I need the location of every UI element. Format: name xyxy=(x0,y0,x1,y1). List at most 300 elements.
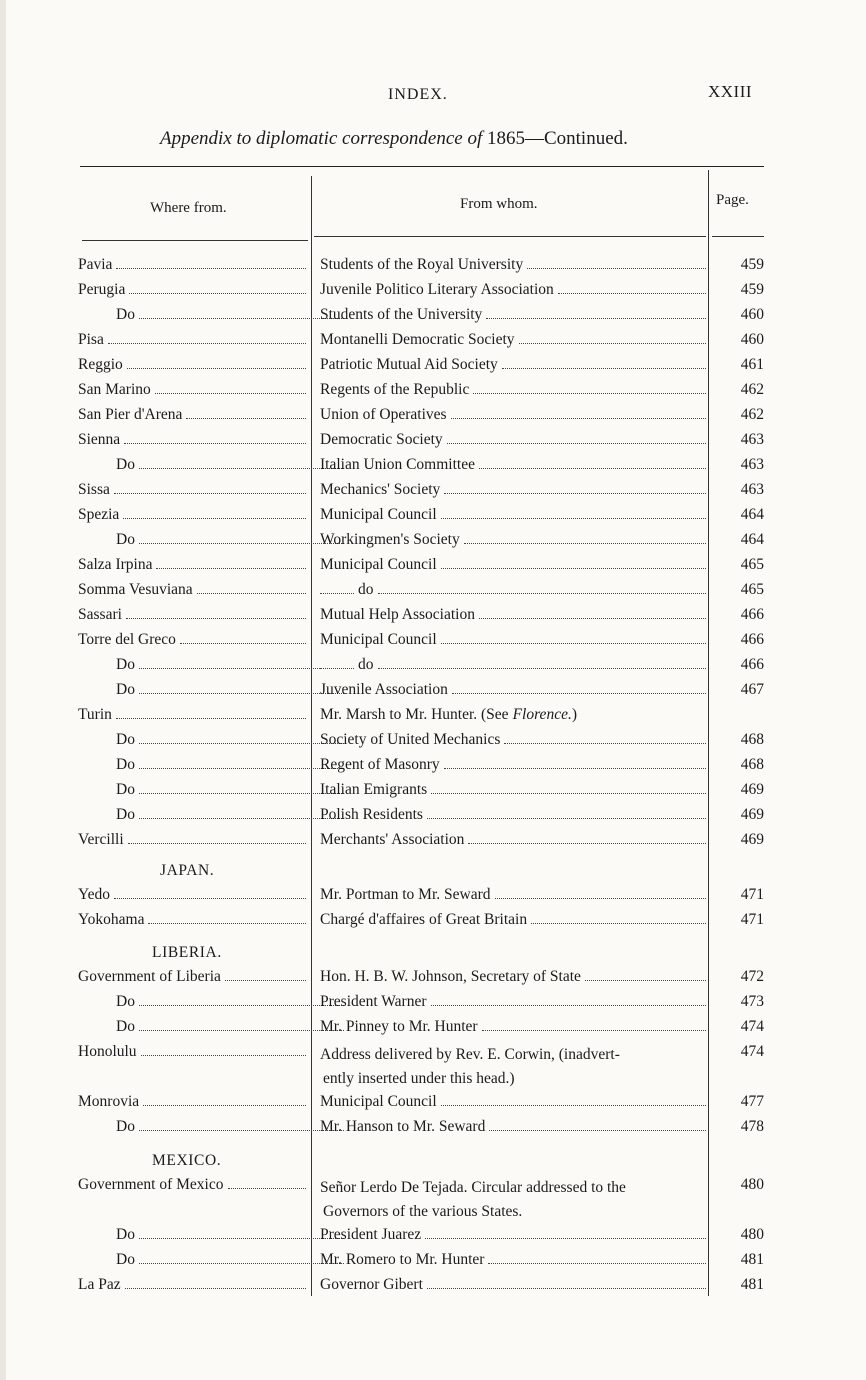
who-text: Montanelli Democratic Society xyxy=(320,331,515,348)
dot-leader xyxy=(504,743,706,744)
who-text: President Warner xyxy=(320,993,427,1010)
where-text: Government of Mexico xyxy=(78,1176,224,1193)
page-number: 463 xyxy=(740,431,764,448)
where-text: Do xyxy=(116,531,135,548)
who-text: Italian Union Committee xyxy=(320,456,475,473)
dot-leader xyxy=(139,668,344,669)
where-cell xyxy=(78,1251,344,1269)
who-cell xyxy=(320,831,706,849)
who-text: Mutual Help Association xyxy=(320,606,475,623)
where-text: Do xyxy=(116,756,135,773)
dot-leader xyxy=(126,618,306,619)
dot-leader xyxy=(180,643,306,644)
table-row xyxy=(0,606,866,631)
who-cell xyxy=(320,331,706,349)
where-cell xyxy=(78,1043,306,1061)
page-number: 467 xyxy=(740,681,764,698)
subtitle-italic: Appendix to diplomatic correspondence of xyxy=(160,128,483,149)
where-cell xyxy=(78,356,306,374)
who-text: Merchants' Association xyxy=(320,831,465,848)
where-cell xyxy=(78,481,306,499)
dot-leader xyxy=(124,443,306,444)
dot-leader xyxy=(441,518,706,519)
table-row xyxy=(0,406,866,431)
dot-leader xyxy=(139,743,344,744)
where-cell xyxy=(78,656,344,674)
table-row xyxy=(0,1251,866,1276)
who-cell xyxy=(320,806,706,824)
where-cell xyxy=(78,1176,306,1194)
table-row xyxy=(0,631,866,656)
dot-leader xyxy=(378,593,707,594)
dot-leader xyxy=(427,1288,706,1289)
dot-leader xyxy=(320,593,354,594)
who-cell xyxy=(320,1176,706,1224)
page-number: 481 xyxy=(740,1251,764,1268)
who-cell xyxy=(320,886,706,904)
dot-leader xyxy=(527,268,706,269)
where-cell xyxy=(78,993,344,1011)
where-cell xyxy=(78,731,344,749)
who-text: Señor Lerdo De Tejada. Circular addressed to the xyxy=(320,1179,626,1196)
page-number: 459 xyxy=(740,256,764,273)
dot-leader xyxy=(464,543,706,544)
who-text: Mr. Pinney to Mr. Hunter xyxy=(320,1018,478,1035)
table-top-rule xyxy=(80,166,764,167)
who-cell xyxy=(320,481,706,499)
who-cell xyxy=(320,456,706,474)
who-text: Union of Operatives xyxy=(320,406,447,423)
where-text: Yokohama xyxy=(78,911,145,928)
dot-leader xyxy=(495,898,707,899)
where-text: Somma Vesuviana xyxy=(78,581,193,598)
dot-leader xyxy=(108,343,306,344)
dot-leader xyxy=(320,668,354,669)
column-header-who: From whom. xyxy=(460,196,538,212)
where-cell xyxy=(78,886,306,904)
dot-leader xyxy=(531,923,706,924)
where-cell xyxy=(78,581,306,599)
dot-leader xyxy=(519,343,706,344)
where-cell xyxy=(78,406,306,424)
page-number: 466 xyxy=(740,631,764,648)
who-cell xyxy=(320,256,706,274)
where-cell xyxy=(78,256,306,274)
who-cell xyxy=(320,911,706,929)
dot-leader xyxy=(139,693,344,694)
page-number: 474 xyxy=(740,1043,764,1060)
section-heading: MEXICO. xyxy=(152,1152,222,1169)
page-number: 480 xyxy=(740,1176,764,1193)
page-number: 471 xyxy=(740,886,764,903)
table-row xyxy=(0,506,866,531)
where-cell xyxy=(78,1276,306,1294)
page-number: 480 xyxy=(740,1226,764,1243)
page-number: 477 xyxy=(740,1093,764,1110)
where-cell xyxy=(78,331,306,349)
table-row xyxy=(0,356,866,381)
table-row xyxy=(0,1118,866,1143)
table-row xyxy=(0,256,866,281)
dot-leader xyxy=(431,793,706,794)
page-number: 471 xyxy=(740,911,764,928)
page-number: 481 xyxy=(740,1276,764,1293)
table-row xyxy=(0,431,866,456)
table-row xyxy=(0,381,866,406)
dot-leader xyxy=(468,843,706,844)
where-cell xyxy=(78,681,344,699)
where-text: Do xyxy=(116,806,135,823)
who-cell xyxy=(320,381,706,399)
section-heading: JAPAN. xyxy=(160,862,215,879)
who-cell xyxy=(320,1276,706,1294)
where-cell xyxy=(78,968,306,986)
table-row xyxy=(0,1176,866,1220)
who-text: Mr. Portman to Mr. Seward xyxy=(320,886,491,903)
page-number: 460 xyxy=(740,306,764,323)
table-row xyxy=(0,456,866,481)
where-text: Do xyxy=(116,456,135,473)
table-row xyxy=(0,806,866,831)
who-cell xyxy=(320,506,706,524)
table-row xyxy=(0,1226,866,1251)
page-number: 460 xyxy=(740,331,764,348)
where-text: Do xyxy=(116,306,135,323)
where-cell xyxy=(78,281,306,299)
table-row xyxy=(0,831,866,856)
dot-leader xyxy=(585,980,706,981)
where-cell xyxy=(78,531,344,549)
dot-leader xyxy=(425,1238,706,1239)
where-cell xyxy=(78,756,344,774)
where-text: Pavia xyxy=(78,256,113,273)
who-cell xyxy=(320,706,706,724)
dot-leader xyxy=(116,268,306,269)
who-text-after: ) xyxy=(571,706,577,723)
dot-leader xyxy=(197,593,306,594)
where-text: Do xyxy=(116,731,135,748)
where-cell xyxy=(78,1118,344,1136)
who-cell xyxy=(320,781,706,799)
page-number: 469 xyxy=(740,806,764,823)
page-number: 465 xyxy=(740,556,764,573)
page-number: 464 xyxy=(740,506,764,523)
table-row xyxy=(0,656,866,681)
dot-leader xyxy=(116,718,306,719)
who-text: Mr. Romero to Mr. Hunter xyxy=(320,1251,485,1268)
dot-leader xyxy=(139,468,344,469)
dot-leader xyxy=(123,518,306,519)
who-cell xyxy=(320,1251,706,1269)
table-row xyxy=(0,481,866,506)
table-row xyxy=(0,1093,866,1118)
table-row xyxy=(0,681,866,706)
where-text: San Marino xyxy=(78,381,151,398)
table-row xyxy=(0,911,866,936)
where-cell xyxy=(78,381,306,399)
subtitle-year: 1865—Continued. xyxy=(486,128,628,149)
where-cell xyxy=(78,556,306,574)
dot-leader xyxy=(447,443,706,444)
column-header-page: Page. xyxy=(716,192,749,208)
dot-leader xyxy=(489,1130,706,1131)
dot-leader xyxy=(155,393,306,394)
table-row xyxy=(0,281,866,306)
dot-leader xyxy=(488,1263,706,1264)
who-cell xyxy=(320,993,706,1011)
where-cell xyxy=(78,781,344,799)
dot-leader xyxy=(186,418,306,419)
where-text: Sissa xyxy=(78,481,110,498)
who-cell xyxy=(320,356,706,374)
page-number: 466 xyxy=(740,656,764,673)
dot-leader xyxy=(486,318,706,319)
who-cell xyxy=(320,1118,706,1136)
where-cell xyxy=(78,306,344,324)
dot-leader xyxy=(139,318,344,319)
page-number: 461 xyxy=(740,356,764,373)
dot-leader xyxy=(139,1130,344,1131)
dot-leader xyxy=(139,768,344,769)
where-cell xyxy=(78,431,306,449)
where-cell xyxy=(78,911,306,929)
dot-leader xyxy=(114,493,306,494)
who-text: Juvenile Politico Literary Association xyxy=(320,281,554,298)
dot-leader xyxy=(139,793,344,794)
who-text: do xyxy=(358,581,374,598)
page-number: 464 xyxy=(740,531,764,548)
page-number: 466 xyxy=(740,606,764,623)
header-rule-where xyxy=(82,240,308,241)
where-text: Government of Liberia xyxy=(78,968,221,985)
dot-leader xyxy=(441,1105,706,1106)
where-text: San Pier d'Arena xyxy=(78,406,183,423)
page-number: 478 xyxy=(740,1118,764,1135)
dot-leader xyxy=(139,1263,344,1264)
where-text: Monrovia xyxy=(78,1093,140,1110)
who-cell xyxy=(320,731,706,749)
dot-leader xyxy=(129,293,306,294)
subtitle xyxy=(160,128,628,150)
who-text-line2: ently inserted under this head.) xyxy=(323,1070,515,1087)
dot-leader xyxy=(431,1005,706,1006)
dot-leader xyxy=(451,418,706,419)
who-text: Italian Emigrants xyxy=(320,781,428,798)
dot-leader xyxy=(482,1030,706,1031)
dot-leader xyxy=(141,1055,306,1056)
who-text: Workingmen's Society xyxy=(320,531,460,548)
where-text: Do xyxy=(116,1018,135,1035)
dot-leader xyxy=(139,543,344,544)
where-text: Torre del Greco xyxy=(78,631,176,648)
running-head-title: INDEX. xyxy=(388,86,448,103)
where-cell xyxy=(78,706,306,724)
table-row xyxy=(0,306,866,331)
who-cell xyxy=(320,431,706,449)
where-text: Vercilli xyxy=(78,831,124,848)
where-text: Salza Irpina xyxy=(78,556,153,573)
dot-leader xyxy=(502,368,706,369)
page-number: 462 xyxy=(740,406,764,423)
table-row xyxy=(0,531,866,556)
column-header-where: Where from. xyxy=(150,200,227,216)
page-number: 469 xyxy=(740,831,764,848)
where-text: Sassari xyxy=(78,606,122,623)
who-cell xyxy=(320,531,706,549)
where-text: Do xyxy=(116,993,135,1010)
who-text: President Juarez xyxy=(320,1226,422,1243)
page-number: 463 xyxy=(740,481,764,498)
table-row xyxy=(0,886,866,911)
where-text: Do xyxy=(116,656,135,673)
dot-leader xyxy=(156,568,306,569)
who-text-italic: Florence. xyxy=(512,706,572,723)
where-text: Spezia xyxy=(78,506,120,523)
where-text: Sienna xyxy=(78,431,121,448)
dot-leader xyxy=(427,818,706,819)
who-text: Municipal Council xyxy=(320,556,437,573)
page-numeral: XXIII xyxy=(708,82,753,101)
dot-leader xyxy=(444,493,706,494)
dot-leader xyxy=(473,393,706,394)
page-number: 474 xyxy=(740,1018,764,1035)
who-text: Governor Gibert xyxy=(320,1276,423,1293)
table-row xyxy=(0,581,866,606)
who-cell xyxy=(320,968,706,986)
section-heading: LIBERIA. xyxy=(152,944,222,961)
header-rule-page xyxy=(712,236,764,237)
dot-leader xyxy=(479,618,706,619)
who-text-line2: Governors of the various States. xyxy=(323,1203,523,1220)
who-cell xyxy=(320,1093,706,1111)
who-cell xyxy=(320,1018,706,1036)
who-text: Municipal Council xyxy=(320,631,437,648)
where-cell xyxy=(78,456,344,474)
who-cell xyxy=(320,306,706,324)
where-cell xyxy=(78,1226,344,1244)
who-cell xyxy=(320,756,706,774)
table-row xyxy=(0,968,866,993)
dot-leader xyxy=(225,980,306,981)
table-row xyxy=(0,1018,866,1043)
where-text: Turin xyxy=(78,706,112,723)
where-text: Do xyxy=(116,1118,135,1135)
table-row xyxy=(0,706,866,731)
who-cell xyxy=(320,581,706,599)
table-row xyxy=(0,781,866,806)
dot-leader xyxy=(128,843,306,844)
where-cell xyxy=(78,506,306,524)
where-cell xyxy=(78,631,306,649)
page-number: 468 xyxy=(740,756,764,773)
who-text: do xyxy=(358,656,374,673)
who-cell xyxy=(320,681,706,699)
dot-leader xyxy=(479,468,706,469)
where-text: Pisa xyxy=(78,331,104,348)
where-text: Reggio xyxy=(78,356,123,373)
where-text: Do xyxy=(116,781,135,798)
who-text: Juvenile Association xyxy=(320,681,448,698)
dot-leader xyxy=(143,1105,306,1106)
table-row xyxy=(0,731,866,756)
who-text: Society of United Mechanics xyxy=(320,731,501,748)
where-text: La Paz xyxy=(78,1276,121,1293)
page-number: 459 xyxy=(740,281,764,298)
who-text: Regents of the Republic xyxy=(320,381,470,398)
dot-leader xyxy=(452,693,706,694)
dot-leader xyxy=(441,643,706,644)
where-text: Yedo xyxy=(78,886,111,903)
table-row xyxy=(0,756,866,781)
dot-leader xyxy=(148,923,306,924)
where-cell xyxy=(78,806,344,824)
page-number: 462 xyxy=(740,381,764,398)
dot-leader xyxy=(114,898,306,899)
dot-leader xyxy=(139,818,344,819)
page-number: 465 xyxy=(740,581,764,598)
dot-leader xyxy=(127,368,306,369)
dot-leader xyxy=(378,668,707,669)
who-cell xyxy=(320,606,706,624)
who-text: Polish Residents xyxy=(320,806,423,823)
page-number: 468 xyxy=(740,731,764,748)
where-text: Do xyxy=(116,1251,135,1268)
who-cell xyxy=(320,556,706,574)
who-text: Students of the University xyxy=(320,306,483,323)
table-row xyxy=(0,1276,866,1301)
where-text: Honolulu xyxy=(78,1043,137,1060)
who-text: Mr. Hanson to Mr. Seward xyxy=(320,1118,486,1135)
where-text: Do xyxy=(116,681,135,698)
who-text: Patriotic Mutual Aid Society xyxy=(320,356,498,373)
table-row xyxy=(0,556,866,581)
who-text: Address delivered by Rev. E. Corwin, (inadvert- xyxy=(320,1046,620,1063)
who-cell xyxy=(320,631,706,649)
who-text: Municipal Council xyxy=(320,1093,437,1110)
page-number: 473 xyxy=(740,993,764,1010)
header-rule-who xyxy=(314,236,706,237)
who-cell xyxy=(320,656,706,674)
dot-leader xyxy=(139,1030,344,1031)
where-cell xyxy=(78,831,306,849)
who-text: Students of the Royal University xyxy=(320,256,524,273)
who-text: Mechanics' Society xyxy=(320,481,441,498)
who-text: Democratic Society xyxy=(320,431,443,448)
who-cell xyxy=(320,406,706,424)
where-cell xyxy=(78,1093,306,1111)
who-text: Hon. H. B. W. Johnson, Secretary of State xyxy=(320,968,581,985)
page-number: 469 xyxy=(740,781,764,798)
where-text: Perugia xyxy=(78,281,126,298)
dot-leader xyxy=(139,1005,344,1006)
where-cell xyxy=(78,1018,344,1036)
page-number: 472 xyxy=(740,968,764,985)
dot-leader xyxy=(558,293,706,294)
who-cell xyxy=(320,1226,706,1244)
dot-leader xyxy=(441,568,706,569)
where-cell xyxy=(78,606,306,624)
page-number: 463 xyxy=(740,456,764,473)
table-row xyxy=(0,993,866,1018)
dot-leader xyxy=(125,1288,306,1289)
where-text: Do xyxy=(116,1226,135,1243)
dot-leader xyxy=(139,1238,344,1239)
dot-leader xyxy=(228,1188,307,1189)
table-row xyxy=(0,1043,866,1087)
who-text: Municipal Council xyxy=(320,506,437,523)
who-text: Chargé d'affaires of Great Britain xyxy=(320,911,528,928)
who-text: Mr. Marsh to Mr. Hunter. (See xyxy=(320,706,509,723)
